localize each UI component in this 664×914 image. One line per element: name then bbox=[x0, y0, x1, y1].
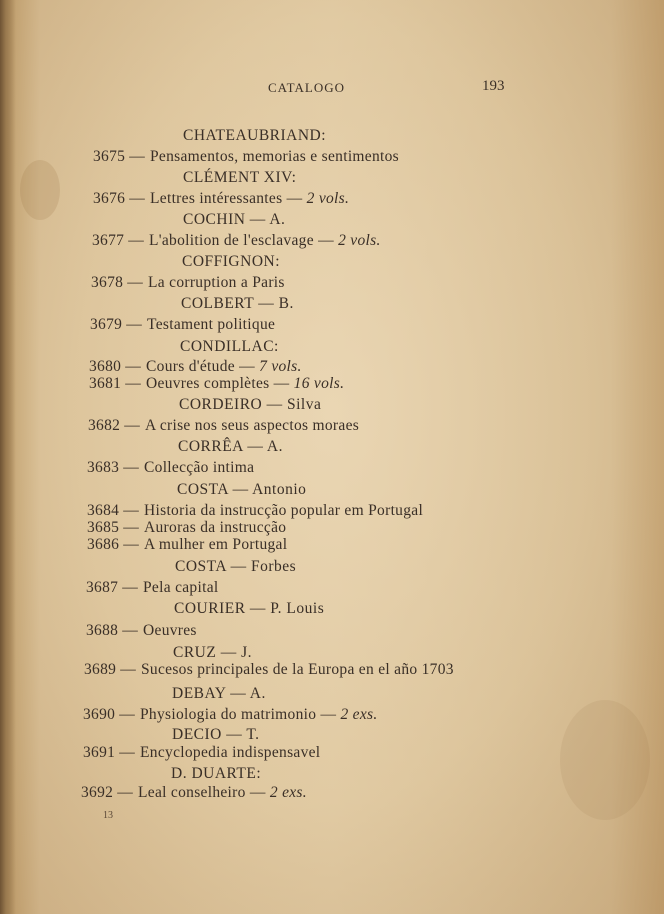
catalogue-entry bbox=[84, 661, 454, 679]
author-heading: DECIO — T. bbox=[172, 726, 260, 743]
entry-number: 3688 bbox=[86, 622, 119, 639]
entry-dash: — bbox=[127, 274, 144, 291]
catalogue-entry bbox=[93, 148, 399, 166]
entry-title: L'abolition de l'esclavage — bbox=[149, 232, 334, 249]
entry-title: Pela capital bbox=[143, 579, 219, 596]
entry-dash: — bbox=[119, 744, 136, 761]
entry-title: Leal conselheiro — bbox=[138, 784, 266, 801]
entry-dash: — bbox=[125, 358, 142, 375]
entry-volumes: 7 vols. bbox=[259, 358, 302, 375]
catalogue-entry bbox=[89, 358, 302, 376]
entry-title: A crise nos seus aspectos moraes bbox=[145, 417, 360, 434]
entry-title: A mulher em Portugal bbox=[144, 536, 288, 553]
entry-title: Oeuvres complètes — bbox=[146, 375, 290, 392]
entry-dash: — bbox=[123, 519, 140, 536]
catalogue-entry bbox=[86, 622, 197, 640]
entry-title: Physiologia do matrimonio — bbox=[140, 706, 337, 723]
entry-number: 3677 bbox=[92, 232, 125, 249]
catalogue-entry bbox=[81, 784, 307, 802]
entry-title: Historia da instrucção popular em Portugal bbox=[144, 502, 424, 519]
entry-volumes: 2 vols. bbox=[306, 190, 350, 207]
entry-dash: — bbox=[129, 190, 146, 207]
entry-dash: — bbox=[124, 417, 141, 434]
entry-number: 3683 bbox=[87, 459, 120, 476]
entry-number: 3690 bbox=[83, 706, 116, 723]
entry-title: Testament politique bbox=[147, 316, 276, 333]
entry-number: 3676 bbox=[93, 190, 126, 207]
catalogue-entry bbox=[91, 274, 285, 292]
author-heading: CHATEAUBRIAND: bbox=[183, 127, 327, 144]
catalogue-entry bbox=[87, 459, 254, 477]
entry-title: Cours d'étude — bbox=[146, 358, 255, 375]
entry-title: Lettres intéressantes — bbox=[150, 190, 303, 207]
author-heading: D. DUARTE: bbox=[171, 765, 262, 782]
author-heading: COLBERT — B. bbox=[181, 295, 294, 312]
catalogue-entry bbox=[92, 232, 381, 250]
entry-dash: — bbox=[129, 148, 146, 165]
entry-title: Sucesos principales de la Europa en el año 1703 bbox=[141, 661, 454, 678]
paper-stain bbox=[560, 700, 650, 820]
catalogue-entry bbox=[88, 417, 359, 435]
entry-number: 3675 bbox=[93, 148, 126, 165]
catalogue-entry bbox=[87, 502, 423, 520]
catalogue-entry bbox=[87, 519, 286, 537]
entry-number: 3692 bbox=[81, 784, 114, 801]
entry-number: 3686 bbox=[87, 536, 120, 553]
catalogue-entry bbox=[89, 375, 344, 393]
entry-number: 3678 bbox=[91, 274, 124, 291]
entry-dash: — bbox=[120, 661, 137, 678]
author-heading: COURIER — P. Louis bbox=[174, 600, 325, 617]
catalogue-entry bbox=[90, 316, 275, 334]
author-heading: CRUZ — J. bbox=[173, 644, 252, 661]
paper-stain bbox=[20, 160, 60, 220]
entry-number: 3691 bbox=[83, 744, 116, 761]
entry-number: 3687 bbox=[86, 579, 119, 596]
entry-title: Auroras da instrucção bbox=[144, 519, 287, 536]
entry-dash: — bbox=[122, 622, 139, 639]
entry-volumes: 2 vols. bbox=[338, 232, 381, 249]
entry-dash: — bbox=[123, 536, 140, 553]
author-heading: CORDEIRO — Silva bbox=[179, 396, 322, 413]
entry-dash: — bbox=[119, 706, 136, 723]
entry-dash: — bbox=[117, 784, 134, 801]
entry-title: Encyclopedia indispensavel bbox=[140, 744, 321, 761]
author-heading: CONDILLAC: bbox=[180, 338, 279, 355]
entry-dash: — bbox=[128, 232, 145, 249]
entry-number: 3685 bbox=[87, 519, 120, 536]
entry-title: Pensamentos, memorias e sentimentos bbox=[150, 148, 400, 165]
author-heading: CORRÊA — A. bbox=[178, 438, 283, 455]
author-heading: DEBAY — A. bbox=[172, 685, 266, 702]
entry-title: Collecção intima bbox=[144, 459, 255, 476]
entry-volumes: 2 exs. bbox=[340, 706, 378, 723]
catalogue-entry bbox=[83, 706, 378, 724]
running-head: CATALOGO bbox=[268, 80, 346, 95]
entry-dash: — bbox=[126, 316, 143, 333]
author-heading: COFFIGNON: bbox=[182, 253, 281, 270]
entry-number: 3681 bbox=[89, 375, 122, 392]
entry-number: 3684 bbox=[87, 502, 120, 519]
catalogue-entry bbox=[87, 536, 287, 554]
catalogue-entry bbox=[86, 579, 219, 597]
entry-number: 3689 bbox=[84, 661, 117, 678]
entry-dash: — bbox=[122, 579, 139, 596]
entry-number: 3679 bbox=[90, 316, 123, 333]
printer-signature-mark: 13 bbox=[103, 810, 113, 821]
entry-dash: — bbox=[123, 459, 140, 476]
author-heading: CLÉMENT XIV: bbox=[183, 169, 297, 186]
entry-volumes: 2 exs. bbox=[269, 784, 307, 801]
entry-title: Oeuvres bbox=[143, 622, 197, 639]
worn-page-edge bbox=[0, 0, 16, 914]
page-number: 193 bbox=[482, 78, 505, 94]
catalogue-entry bbox=[93, 190, 349, 208]
entry-number: 3680 bbox=[89, 358, 122, 375]
entry-number: 3682 bbox=[88, 417, 121, 434]
entry-dash: — bbox=[125, 375, 142, 392]
entry-volumes: 16 vols. bbox=[293, 375, 345, 392]
entry-dash: — bbox=[123, 502, 140, 519]
author-heading: COCHIN — A. bbox=[183, 211, 286, 228]
catalogue-entry bbox=[83, 744, 320, 762]
entry-title: La corruption a Paris bbox=[148, 274, 285, 291]
author-heading: COSTA — Antonio bbox=[177, 481, 307, 498]
author-heading: COSTA — Forbes bbox=[175, 558, 297, 575]
